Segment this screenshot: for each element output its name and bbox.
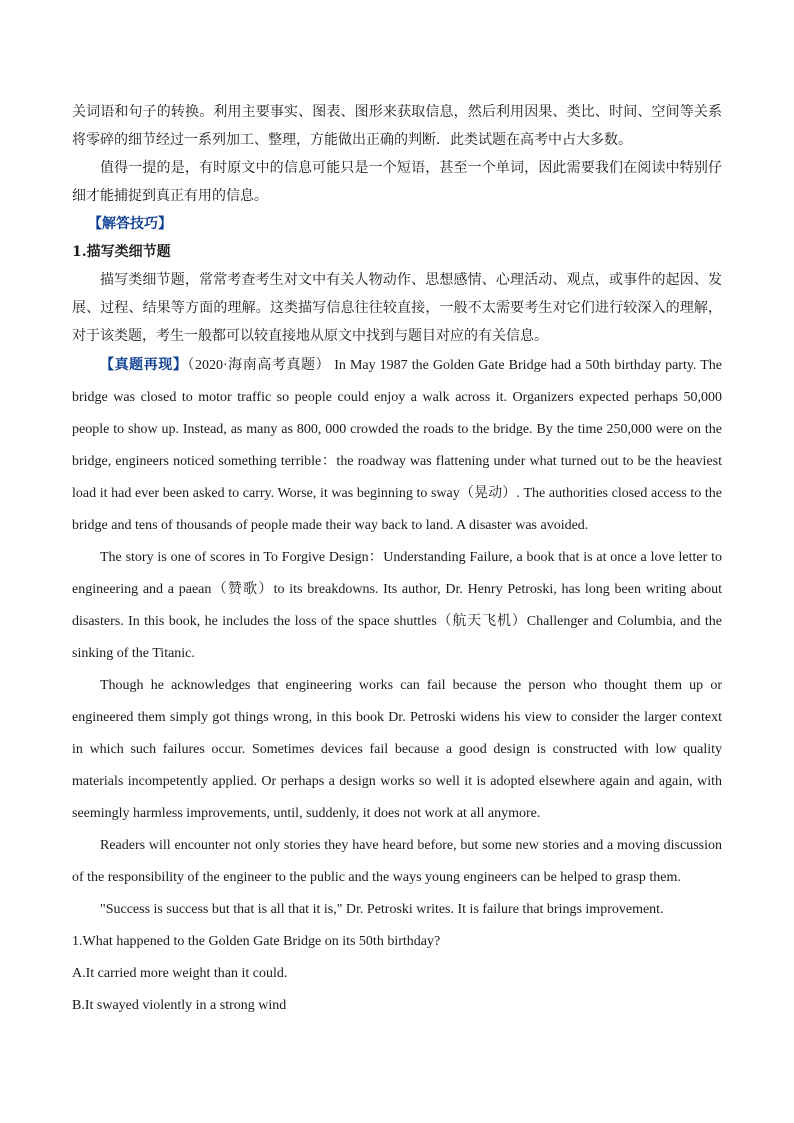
option-b: B.It swayed violently in a strong wind bbox=[72, 998, 287, 1013]
real-exam-tag: 【真题再现】 bbox=[100, 358, 188, 373]
intro-paragraph-2: 值得一提的是，有时原文中的信息可能只是一个短语，甚至一个单词，因此需要我们在阅读中特别仔细才能捕捉到真正有用的信息。 bbox=[72, 160, 722, 204]
question-stem: 1.What happened to the Golden Gate Bridge on its 50th birthday? bbox=[72, 934, 441, 949]
passage-paragraph-4: Readers will encounter not only stories they have heard before, but some new stories and a moving discussion of the responsibility of the engineer to the public and the ways young engineers can be helped to grasp them. bbox=[72, 838, 722, 885]
option-a: A.It carried more weight than it could. bbox=[72, 966, 288, 981]
passage-paragraph-3: Though he acknowledges that engineering works can fail because the person who thought them up or engineered them simply got things wrong, in this book Dr. Petroski widens his view to consider the larger context in which such failures occur. Sometimes devices fail because a good design is constructed with low quality materials incompetently applied. Or perhaps a design works so well it is adopted elsewhere again and again, with seemingly harmless improvements, until, suddenly, it does not work at all anymore. bbox=[72, 678, 722, 821]
detail-question-description: 描写类细节题，常常考查考生对文中有关人物动作、思想感情、心理活动、观点，或事件的起因、发展、过程、结果等方面的理解。这类描写信息往往较直接，一般不太需要考生对它们进行较深入的理解，对于该类题，考生一般都可以较直接地从原文中找到与题目对应的有关信息。 bbox=[72, 272, 722, 344]
document-page bbox=[72, 98, 722, 1022]
detail-question-subheading: 1.描写类细节题 bbox=[72, 244, 171, 260]
passage-paragraph-1-text: In May 1987 the Golden Gate Bridge had a 50th birthday party. The bridge was closed to motor traffic so people could enjoy a walk across it. Organizers expected perhaps 50,000 people to show up. Instead, as many as 800, 000 crowded the roads to the bridge. By the time 250,000 were on the bridge, engineers noticed something terrible：the roadway was flattening under what turned out to be the heaviest load it had ever been asked to carry. Worse, it was beginning to sway（晃动）. The authorities closed access to the bridge and tens of thousands of people made their way back to land. A disaster was avoided. bbox=[72, 358, 723, 533]
passage-paragraph-1 bbox=[72, 350, 722, 542]
passage-paragraph-5: "Success is success but that is all that it is," Dr. Petroski writes. It is failure that brings improvement. bbox=[100, 902, 664, 917]
answer-tips-heading: 【解答技巧】 bbox=[88, 216, 172, 232]
passage-paragraph-2: The story is one of scores in To Forgive Design：Understanding Failure, a book that is at once a love letter to engineering and a paean（赞歌）to its breakdowns. Its author, Dr. Henry Petroski, has long been writing about disasters. In this book, he includes the loss of the space shuttles（航天飞机）Challenger and Columbia, and the sinking of the Titanic. bbox=[72, 550, 722, 661]
exam-source: （2020·海南高考真题） bbox=[187, 358, 331, 373]
intro-paragraph-1: 关词语和句子的转换。利用主要事实、图表、图形来获取信息，然后利用因果、类比、时间、空间等关系将零碎的细节经过一系列加工、整理，方能做出正确的判断．此类试题在高考中占大多数。 bbox=[72, 104, 722, 148]
